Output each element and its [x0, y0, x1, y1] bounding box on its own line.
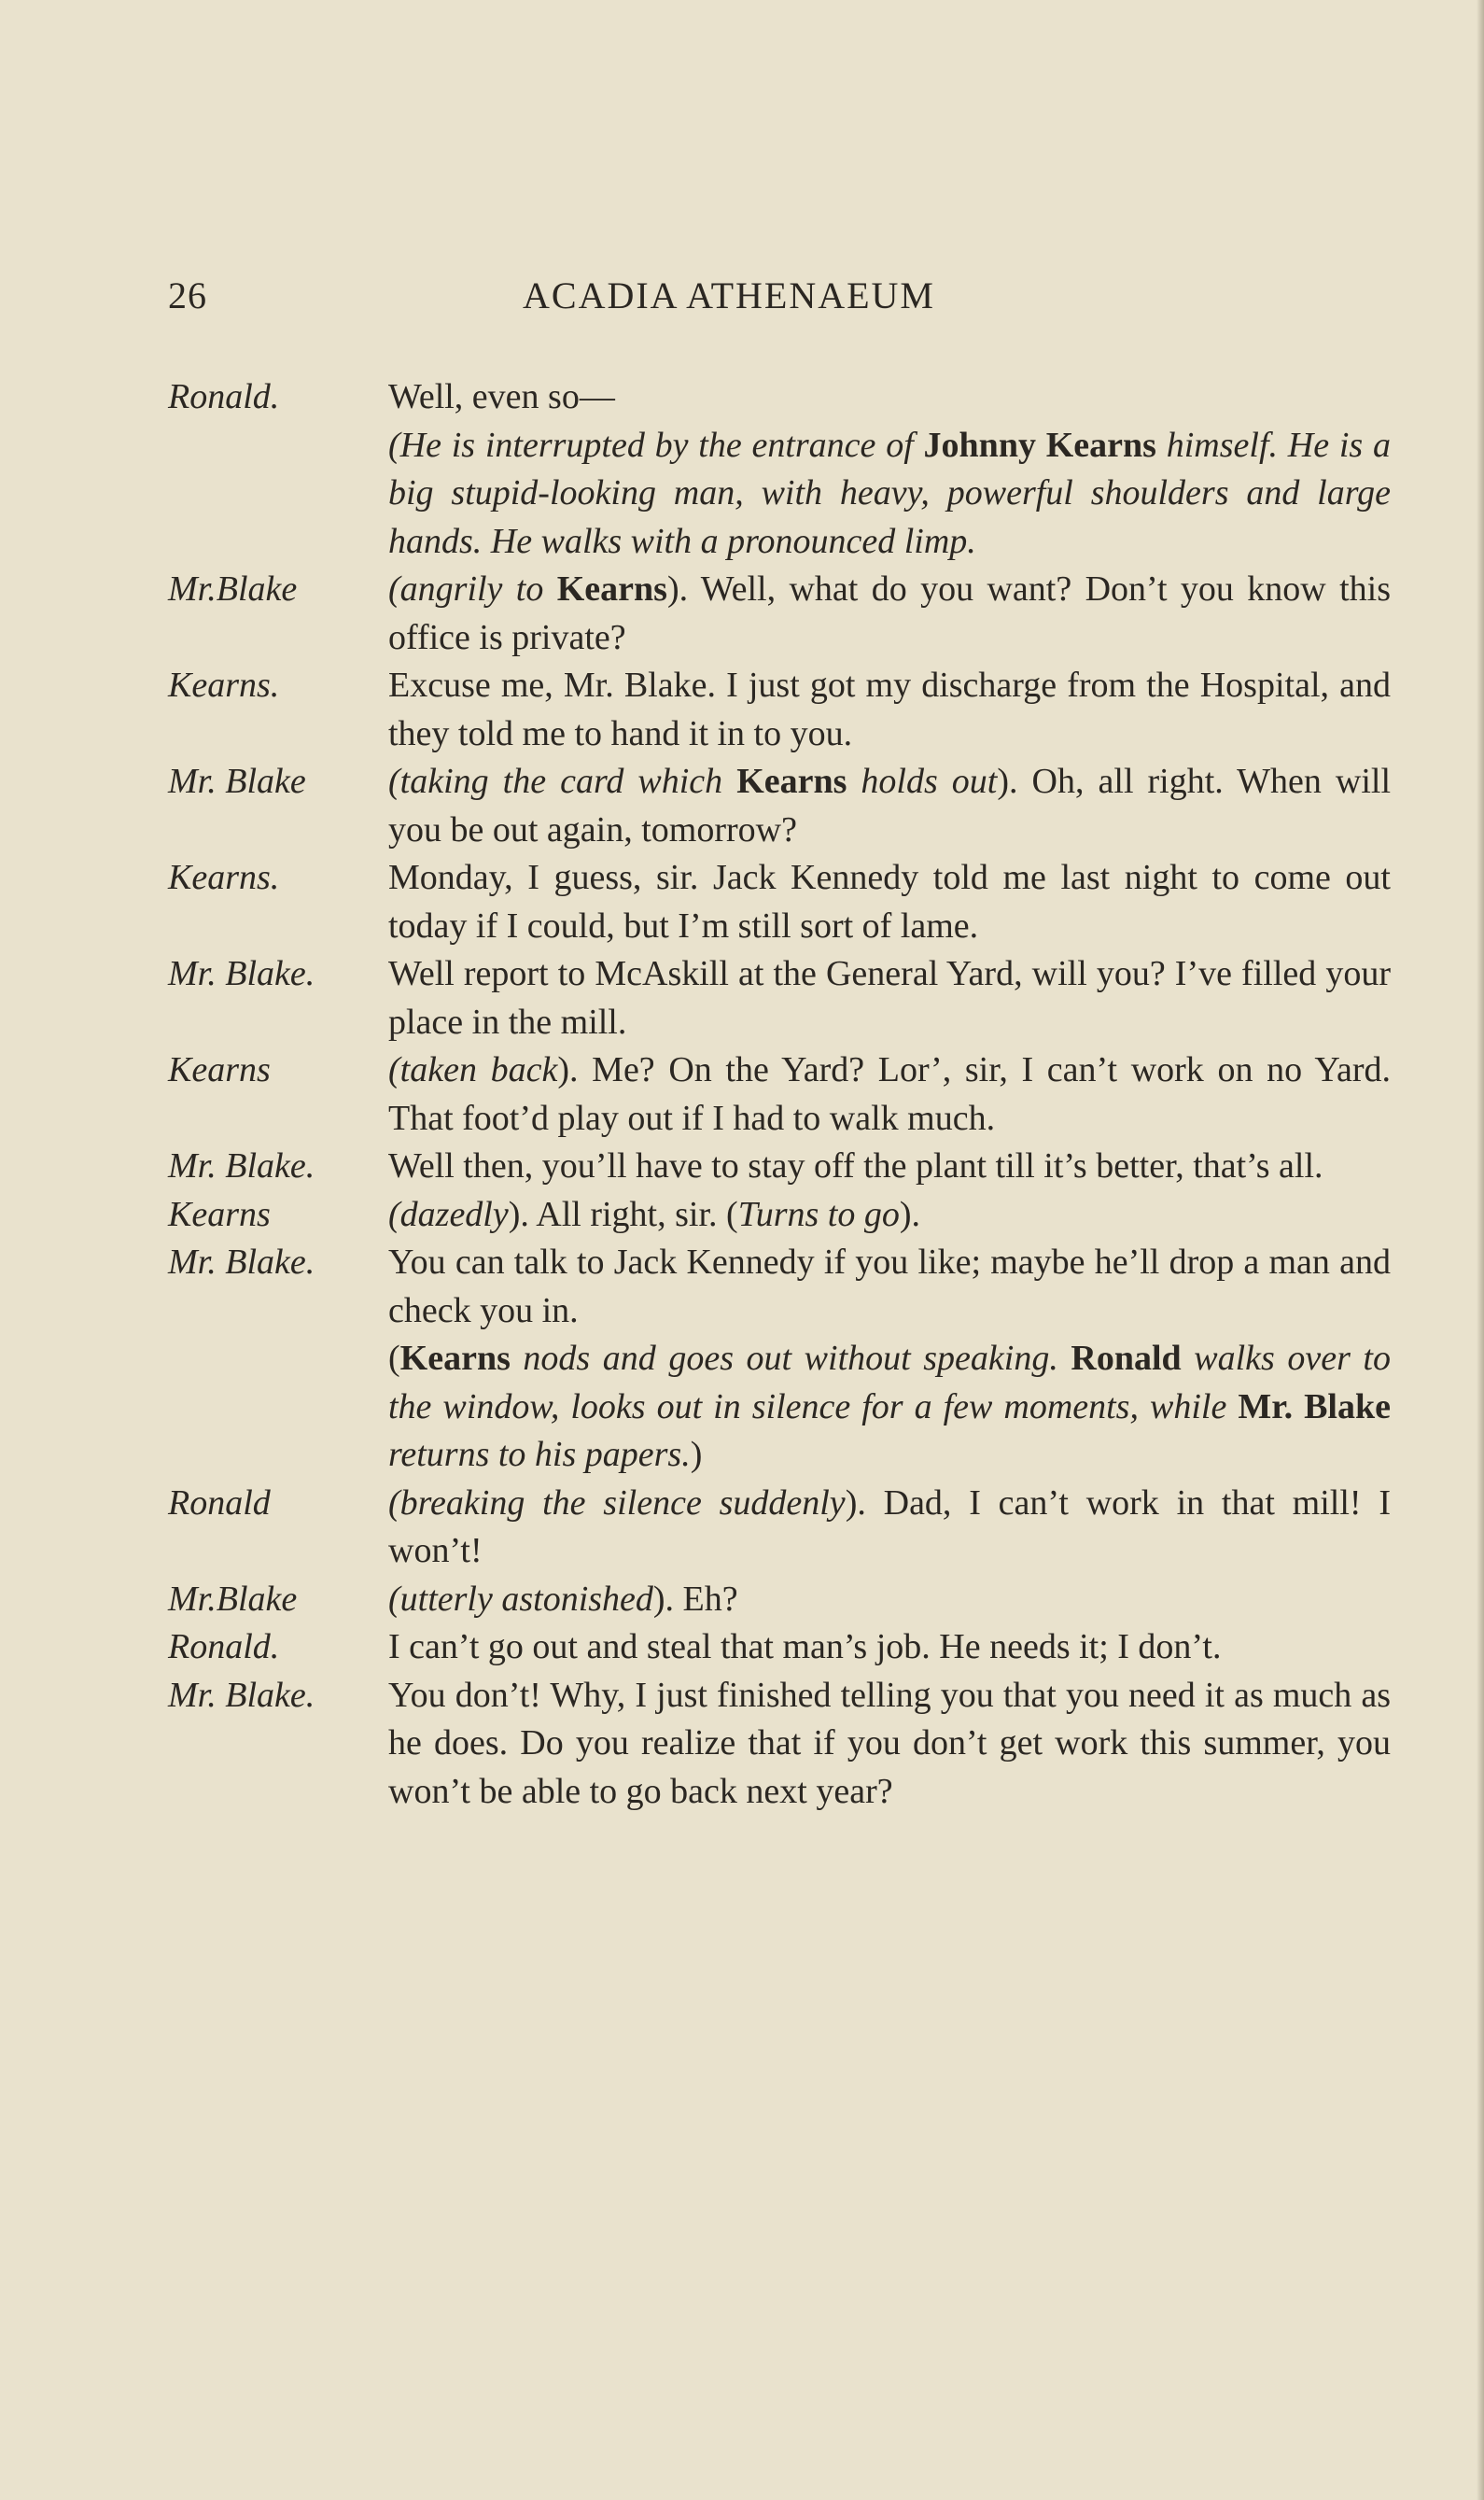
page-header [168, 274, 1409, 330]
dialogue-fragment: ). Me? On the Yard? Lor’, sir, I can’t work on no Yard. That foot’d play out if I had to walk much. [388, 1050, 1391, 1138]
dialogue-fragment: I can’t go out and steal that man’s job. He needs it; I don’t. [388, 1627, 1222, 1666]
stage-direction-italic: ( [388, 425, 400, 465]
stage-direction-italic: (angrily to [388, 569, 557, 609]
speaker-name: Mr.Blake [168, 569, 298, 609]
dialogue-fragment: ) [690, 1435, 703, 1474]
stage-direction [388, 422, 1391, 567]
stage-direction-italic: (utterly astonished [388, 1579, 653, 1619]
dialogue-text [388, 1480, 1391, 1576]
dialogue-text [388, 566, 1391, 662]
script-line [168, 758, 1391, 854]
character-name-bold: Ronald [1071, 1339, 1182, 1378]
dialogue-text [388, 1046, 1391, 1143]
script-line [168, 1623, 1391, 1672]
dialogue-text [388, 854, 1391, 950]
stage-direction-italic: walks over to the window, looks out in silence for a few moments, while [388, 1339, 1391, 1426]
dialogue-fragment: You don’t! Why, I just finished telling you that you need it as much as he does. Do you realize that if you don’t get work this summer, you won’t be able to go back next year? [388, 1675, 1391, 1811]
character-name-bold: Kearns [556, 569, 667, 609]
dialogue-fragment: ). All right, sir. ( [508, 1194, 738, 1234]
stage-direction-italic: He is interrupted by the entrance of [399, 425, 924, 465]
dialogue-fragment: Excuse me, Mr. Blake. I just got my discharge from the Hospital, and they told me to hand it in to you. [388, 666, 1391, 753]
stage-direction-italic: holds out [847, 762, 998, 801]
dialogue-text [388, 1623, 1391, 1672]
dialogue-fragment: ). Oh, all right. When will you be out again, tomorrow? [388, 762, 1392, 850]
speaker-name: Mr. Blake [168, 762, 306, 801]
speaker-name: Ronald [168, 1482, 271, 1523]
dialogue-text [388, 662, 1391, 758]
script-line [168, 1239, 1391, 1335]
dialogue-text [388, 950, 1391, 1046]
speaker-name: Ronald. [168, 377, 280, 416]
speaker-name: Ronald. [168, 1627, 280, 1666]
dialogue-fragment: Monday, I guess, sir. Jack Kennedy told me last night to come out today if I could, but I’m still sort of lame. [388, 858, 1391, 946]
stage-direction-italic: himself. He is a big stupid-looking man, with heavy, powerful shoulders and large hands. He walks with a pronounced limp. [388, 425, 1391, 561]
dialogue-fragment: ). Well, what do you want? Don’t you know this office is private? [388, 569, 1391, 657]
script-line [168, 1143, 1391, 1191]
stage-direction [388, 1335, 1391, 1480]
stage-direction-italic: (taking the card which [388, 762, 737, 801]
dialogue-fragment: Well report to McAskill at the General Yard, will you? I’ve filled your place in the mill. [388, 954, 1391, 1042]
dialogue-fragment: You can talk to Jack Kennedy if you like; maybe he’ll drop a man and check you in. [388, 1243, 1391, 1330]
script-line [168, 566, 1391, 662]
script-line [168, 1335, 1391, 1480]
script-line [168, 1576, 1391, 1624]
stage-direction-italic: nods and goes out without speaking. [510, 1339, 1071, 1378]
dialogue-fragment: ). [899, 1194, 921, 1234]
script-line [168, 1672, 1391, 1817]
stage-direction-italic: Turns to go [737, 1194, 900, 1234]
dialogue-text [388, 1191, 1391, 1240]
play-script [168, 373, 1391, 1816]
stage-direction-italic: (taken back [388, 1050, 558, 1089]
speaker-name: Mr. Blake. [168, 954, 315, 993]
dialogue-text [388, 1576, 1391, 1624]
script-line [168, 1480, 1391, 1576]
script-line [168, 422, 1391, 567]
dialogue-text [388, 1672, 1391, 1817]
script-line [168, 950, 1391, 1046]
page-edge-shadow [1477, 0, 1484, 2500]
dialogue-text [388, 758, 1391, 854]
script-line [168, 662, 1391, 758]
speaker-name: Kearns [168, 1050, 271, 1089]
character-name-bold: Kearns [736, 762, 847, 801]
speaker-name: Kearns. [168, 666, 280, 705]
page-number: 26 [168, 274, 207, 316]
speaker-name: Mr. Blake. [168, 1243, 315, 1282]
speaker-name: Mr.Blake [168, 1579, 298, 1619]
dialogue-fragment: Well then, you’ll have to stay off the plant till it’s better, that’s all. [388, 1146, 1323, 1186]
character-name-bold: Kearns [399, 1339, 511, 1378]
character-name-bold: Mr. Blake [1238, 1386, 1391, 1426]
running-title: ACADIA ATHENAEUM [523, 274, 935, 316]
stage-direction-italic: (breaking the silence suddenly [388, 1482, 846, 1523]
speaker-name: Mr. Blake. [168, 1675, 315, 1715]
stage-direction-italic: (dazedly [388, 1194, 509, 1234]
dialogue-fragment: ). Eh? [652, 1579, 738, 1619]
speaker-name [168, 1335, 388, 1480]
dialogue-text [388, 1239, 1391, 1335]
dialogue-fragment: Well, even so— [388, 377, 615, 416]
dialogue-fragment: ( [388, 1339, 400, 1378]
script-line [168, 854, 1391, 950]
character-name-bold: Johnny Kearns [923, 425, 1156, 465]
script-line [168, 1191, 1391, 1240]
speaker-name: Kearns. [168, 858, 280, 897]
stage-direction-italic: returns to his papers. [388, 1435, 691, 1474]
script-line [168, 1046, 1391, 1143]
dialogue-text [388, 373, 1391, 422]
dialogue-fragment: ). Dad, I can’t work in that mill! I won’t! [388, 1482, 1391, 1570]
speaker-name: Mr. Blake. [168, 1146, 315, 1186]
speaker-name: Kearns [168, 1194, 271, 1234]
dialogue-text [388, 1143, 1391, 1191]
script-line [168, 373, 1391, 422]
speaker-name [168, 422, 388, 567]
